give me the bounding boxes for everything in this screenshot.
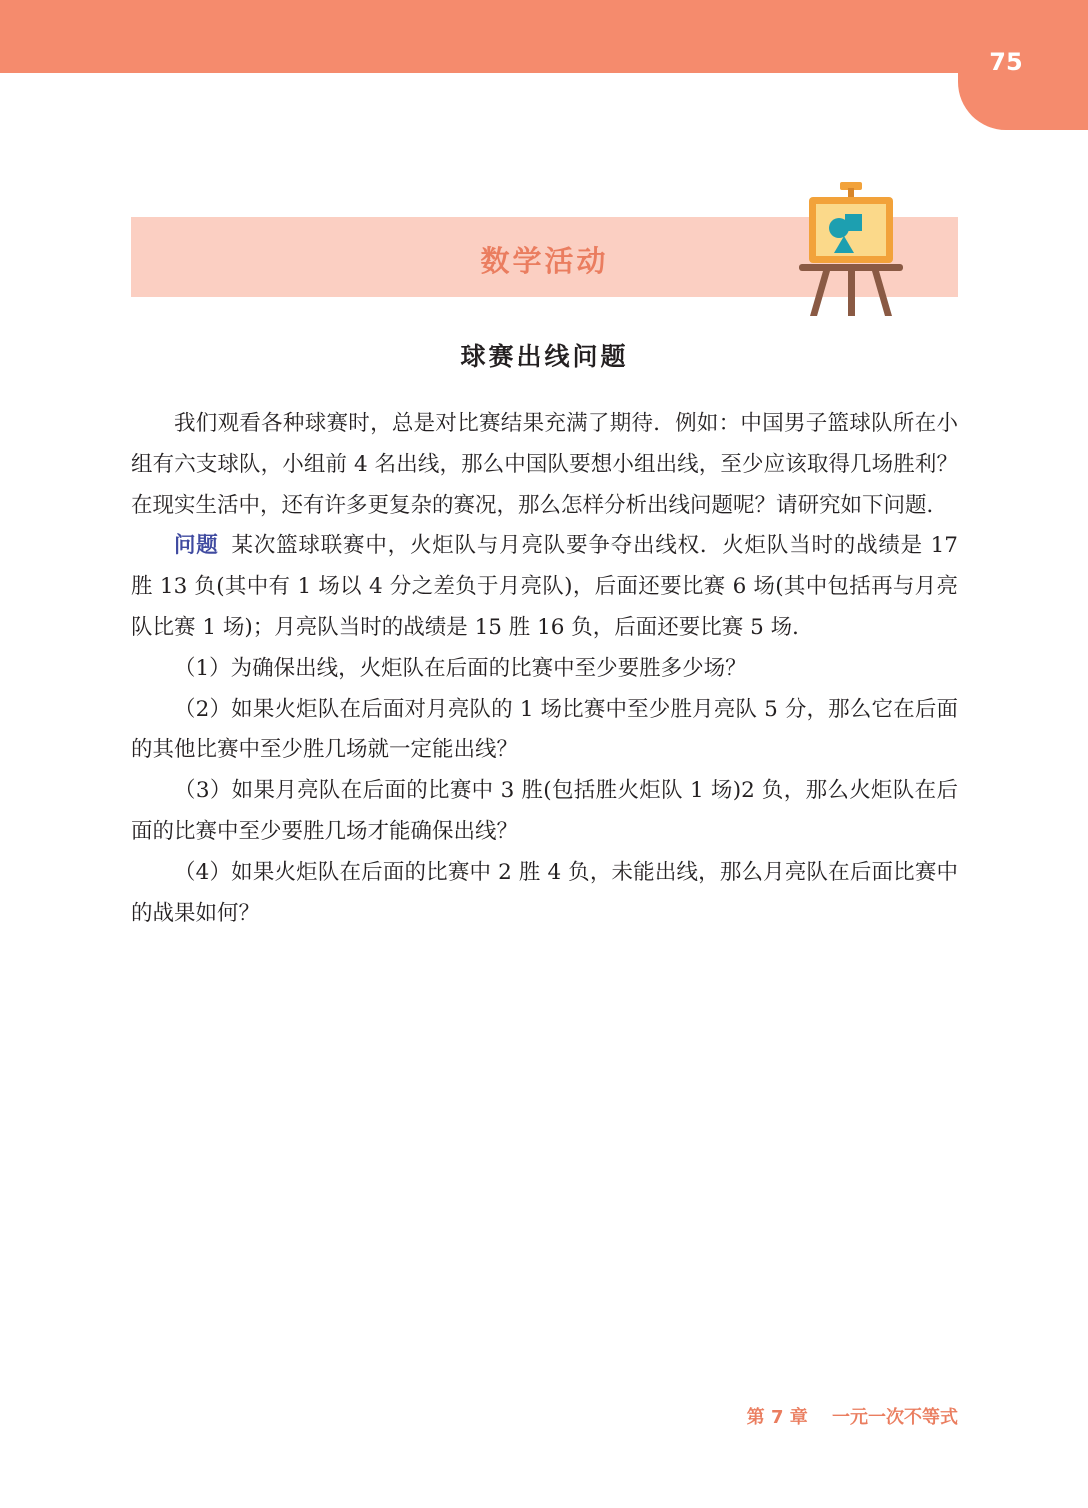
question-2: （2）如果火炬队在后面对月亮队的 1 场比赛中至少胜月亮队 5 分，那么它在后面的其他比赛中至少胜几场就一定能出线？ bbox=[131, 696, 958, 763]
question-1: （1）为确保出线，火炬队在后面的比赛中至少要胜多少场？ bbox=[174, 655, 747, 681]
question-4: （4）如果火炬队在后面的比赛中 2 胜 4 负，未能出线，那么月亮队在后面比赛中的战果如何？ bbox=[131, 859, 958, 926]
easel-shapes-icon bbox=[795, 180, 907, 320]
body-text bbox=[131, 404, 958, 934]
chapter-footer: 第 7 章 一元一次不等式 bbox=[746, 1407, 958, 1428]
top-color-band bbox=[0, 0, 1088, 73]
banner-title: 数学活动 bbox=[480, 244, 609, 278]
problem-label: 问题 bbox=[174, 533, 219, 559]
problem-text: 某次篮球联赛中，火炬队与月亮队要争夺出线权．火炬队当时的战绩是 17 胜 13 负(其中有 1 场以 4 分之差负于月亮队)，后面还要比赛 6 场(其中包括再与月亮队比赛 1 场)；月亮队当时的战绩是 15 胜 16 负，后面还要比赛 5 场． bbox=[131, 533, 958, 640]
problem-paragraph bbox=[131, 526, 958, 648]
intro-paragraph: 我们观看各种球赛时，总是对比赛结果充满了期待．例如：中国男子篮球队所在小组有六支球队，小组前 4 名出线，那么中国队要想小组出线，至少应该取得几场胜利？在现实生活中，还有许多更复杂的赛况，那么怎样分析出线问题呢？请研究如下问题． bbox=[131, 411, 958, 518]
section-title: 球赛出线问题 bbox=[460, 342, 629, 371]
page-number: 75 bbox=[989, 48, 1023, 76]
question-3: （3）如果月亮队在后面的比赛中 3 胜(包括胜火炬队 1 场)2 负，那么火炬队在后面的比赛中至少要胜几场才能确保出线？ bbox=[131, 778, 958, 844]
